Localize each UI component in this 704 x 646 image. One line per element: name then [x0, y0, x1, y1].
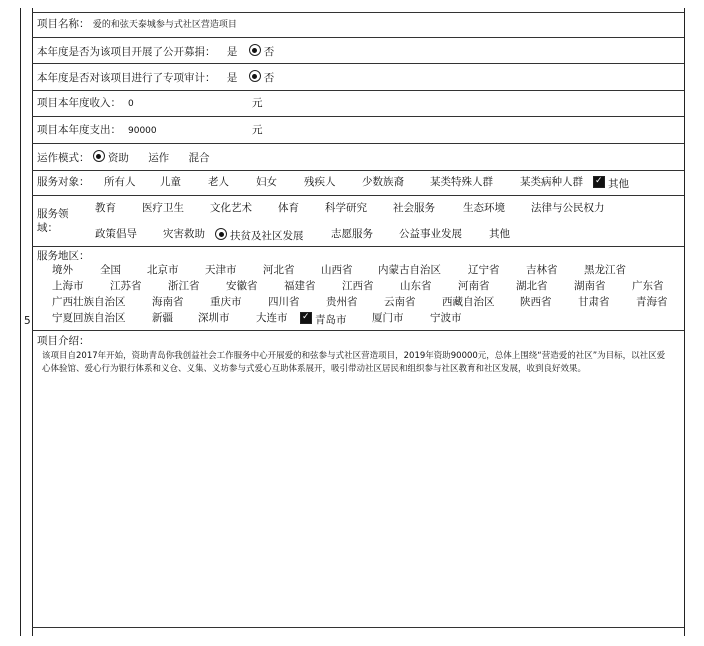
service-field-poverty-option[interactable] — [215, 228, 304, 243]
row-border — [32, 246, 684, 247]
row-border — [32, 143, 684, 144]
service-field-option[interactable]: 公益事业发展 — [399, 228, 462, 240]
fundraising-no-radio[interactable] — [249, 44, 261, 56]
service-field-option[interactable]: 科学研究 — [325, 202, 367, 214]
region-option[interactable]: 西藏自治区 — [442, 296, 495, 308]
service-fields-label-1: 服务领 — [37, 208, 69, 220]
project-name-row — [37, 18, 237, 32]
fundraising-no-label[interactable]: 否 — [263, 46, 275, 58]
audit-no-radio[interactable] — [249, 70, 261, 82]
region-option[interactable]: 辽宁省 — [468, 264, 500, 276]
row-border — [32, 170, 684, 171]
expense-label: 项目本年度支出： — [37, 124, 121, 136]
left-inner-border — [32, 8, 33, 636]
region-option[interactable]: 海南省 — [152, 296, 184, 308]
region-option[interactable]: 内蒙古自治区 — [378, 264, 441, 276]
row-border — [32, 116, 684, 117]
region-option[interactable]: 山西省 — [321, 264, 353, 276]
service-field-option[interactable]: 政策倡导 — [95, 228, 137, 240]
row-border — [32, 195, 684, 196]
service-fields-label-2: 域： — [37, 222, 58, 234]
service-field-option[interactable]: 教育 — [95, 202, 116, 214]
service-target-option[interactable]: 儿童 — [160, 176, 181, 188]
row-border — [32, 627, 684, 628]
operation-mode-option[interactable]: 运作 — [148, 152, 170, 164]
expense-value: 90000 — [128, 126, 157, 136]
right-border — [684, 8, 685, 636]
service-field-option[interactable]: 社会服务 — [393, 202, 435, 214]
operation-mode-grant-radio[interactable] — [93, 150, 105, 162]
operation-mode-label: 运作模式： — [37, 152, 90, 164]
income-value: 0 — [128, 99, 134, 109]
region-option[interactable]: 云南省 — [384, 296, 416, 308]
region-option[interactable]: 湖南省 — [574, 280, 606, 292]
service-field-option[interactable]: 体育 — [278, 202, 299, 214]
income-unit: 元 — [252, 97, 263, 109]
page-number: 5 — [24, 315, 31, 327]
region-option[interactable]: 贵州省 — [326, 296, 358, 308]
row-border — [32, 330, 684, 331]
region-option[interactable]: 境外 — [52, 264, 73, 276]
income-label: 项目本年度收入： — [37, 97, 121, 109]
region-option[interactable]: 全国 — [100, 264, 121, 276]
region-option[interactable]: 重庆市 — [210, 296, 242, 308]
region-option[interactable]: 浙江省 — [168, 280, 200, 292]
service-field-poverty-radio[interactable] — [215, 228, 227, 240]
region-option[interactable]: 陕西省 — [520, 296, 552, 308]
expense-unit: 元 — [252, 124, 263, 136]
region-option[interactable]: 湖北省 — [516, 280, 548, 292]
region-option[interactable]: 北京市 — [147, 264, 179, 276]
fundraising-row — [37, 44, 274, 59]
service-field-option[interactable]: 文化艺术 — [210, 202, 252, 214]
region-qingdao-checkbox[interactable] — [300, 312, 312, 324]
region-option[interactable]: 江苏省 — [110, 280, 142, 292]
intro-text: 该项目自2017年开始，资助青岛你我创益社会工作服务中心开展爱的和弦参与式社区营造项目，2019年资助90000元，总体上围绕“营造爱的社区”为目标，以社区爱心体验馆、爱心行为银行体系和义仓、义集、义坊参与式爱心互助体系展开，吸引带动社区居民和组织参与社区教育和社区发展，收到良好效果。 — [42, 351, 666, 374]
region-qingdao-option[interactable] — [300, 312, 347, 327]
region-option[interactable]: 深圳市 — [198, 312, 230, 324]
region-option[interactable]: 四川省 — [268, 296, 300, 308]
region-option[interactable]: 新疆 — [152, 312, 173, 324]
operation-mode-row — [37, 150, 210, 165]
region-option[interactable]: 厦门市 — [372, 312, 404, 324]
region-option[interactable]: 吉林省 — [526, 264, 558, 276]
fundraising-label: 本年度是否为该项目开展了公开募捐： — [37, 46, 216, 58]
service-field-poverty-label: 扶贫及社区发展 — [230, 230, 304, 242]
region-option[interactable]: 青海省 — [636, 296, 668, 308]
service-field-option[interactable]: 其他 — [489, 228, 510, 240]
row-border — [32, 37, 684, 38]
row-border — [32, 90, 684, 91]
project-name-label: 项目名称： — [37, 18, 90, 30]
region-option[interactable]: 大连市 — [256, 312, 288, 324]
service-target-option[interactable]: 某类病种人群 — [520, 176, 583, 188]
row-border — [32, 12, 684, 13]
region-option[interactable]: 安徽省 — [226, 280, 258, 292]
region-option[interactable]: 广东省 — [632, 280, 664, 292]
region-option[interactable]: 黑龙江省 — [584, 264, 626, 276]
service-target-other[interactable] — [593, 176, 629, 191]
audit-label: 本年度是否对该项目进行了专项审计： — [37, 72, 216, 84]
service-target-option[interactable]: 少数族裔 — [362, 176, 404, 188]
operation-mode-option[interactable]: 资助 — [107, 152, 129, 164]
service-target-option[interactable]: 所有人 — [104, 176, 136, 188]
region-option[interactable]: 广西壮族自治区 — [52, 296, 126, 308]
audit-yes-label[interactable]: 是 — [226, 72, 238, 84]
project-name-value: 爱的和弦天泰城参与式社区营造项目 — [92, 20, 237, 30]
service-field-option[interactable]: 生态环境 — [463, 202, 505, 214]
region-qingdao-label: 青岛市 — [315, 314, 347, 326]
service-target-option[interactable]: 残疾人 — [304, 176, 336, 188]
region-option[interactable]: 宁波市 — [430, 312, 462, 324]
region-option[interactable]: 江西省 — [342, 280, 374, 292]
region-option[interactable]: 河南省 — [458, 280, 490, 292]
service-target-other-label: 其他 — [608, 178, 629, 190]
left-outer-border — [20, 8, 21, 636]
service-target-other-checkbox[interactable] — [593, 176, 605, 188]
fundraising-yes-label[interactable]: 是 — [226, 46, 238, 58]
service-targets-label: 服务对象： — [37, 176, 90, 188]
service-target-option[interactable]: 某类特殊人群 — [430, 176, 493, 188]
region-option[interactable]: 河北省 — [263, 264, 295, 276]
region-option[interactable]: 天津市 — [205, 264, 237, 276]
service-field-option[interactable]: 医疗卫生 — [142, 202, 184, 214]
region-option[interactable]: 山东省 — [400, 280, 432, 292]
region-option[interactable]: 宁夏回族自治区 — [52, 312, 126, 324]
audit-row — [37, 70, 274, 85]
audit-no-label[interactable]: 否 — [263, 72, 275, 84]
region-option[interactable]: 上海市 — [52, 280, 84, 292]
service-field-option[interactable]: 法律与公民权力 — [531, 202, 605, 214]
service-regions-label: 服务地区： — [37, 250, 90, 262]
service-field-option[interactable]: 志愿服务 — [331, 228, 373, 240]
intro-label: 项目介绍： — [37, 335, 90, 347]
operation-mode-option[interactable]: 混合 — [188, 152, 210, 164]
service-field-option[interactable]: 灾害救助 — [163, 228, 205, 240]
region-option[interactable]: 甘肃省 — [578, 296, 610, 308]
service-target-option[interactable]: 老人 — [208, 176, 229, 188]
row-border — [32, 63, 684, 64]
service-target-option[interactable]: 妇女 — [256, 176, 277, 188]
region-option[interactable]: 福建省 — [284, 280, 316, 292]
